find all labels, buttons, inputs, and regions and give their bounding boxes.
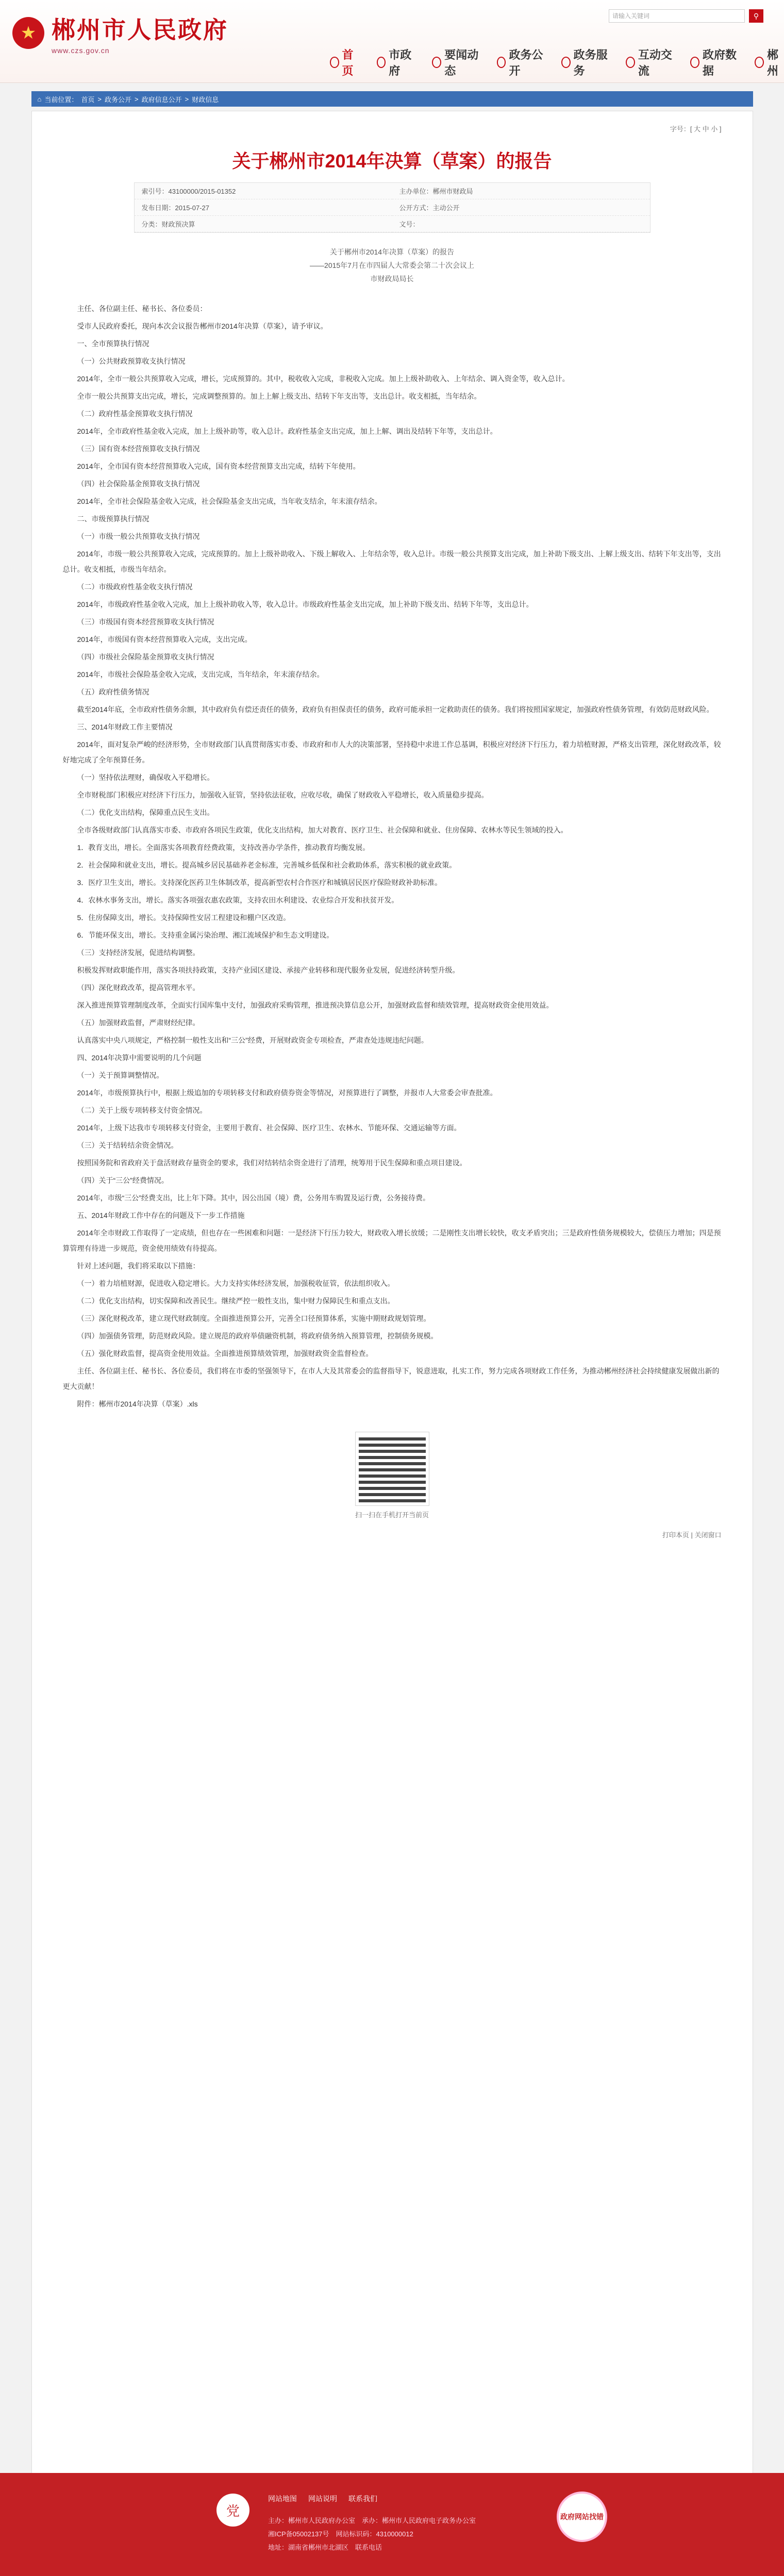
nav-label: 首页 — [342, 48, 354, 77]
article-paragraph: 一、全市预算执行情况 — [77, 340, 149, 348]
article-body — [63, 301, 722, 1412]
article-paragraph: 6．节能环保支出，增长。支持重金属污染治理、湘江流域保护和生态文明建设。 — [77, 931, 334, 939]
search-icon[interactable]: ⚲ — [749, 9, 763, 23]
article-paragraph: 主任、各位副主任、秘书长、各位委员，我们将在市委的坚强领导下，在市人大及其常委会的监督指导下，锐意进取，扎实工作，努力完成各项财政工作任务，为推动郴州经济社会持续健康发展做出新的更大贡献！ — [62, 1367, 720, 1391]
nav-item-government[interactable] — [377, 46, 415, 78]
article-paragraph: （一）公共财政预算收支执行情况 — [77, 357, 186, 365]
article-paragraph: （二）优化支出结构，切实保障和改善民生。继续严控一般性支出，集中财力保障民生和重点支出。 — [77, 1297, 395, 1305]
footer-links — [268, 2494, 377, 2504]
site-logo[interactable] — [12, 11, 228, 55]
main-nav — [330, 46, 784, 78]
article-meta — [134, 182, 650, 233]
article-paragraph: （二）关于上级专项转移支付资金情况。 — [77, 1106, 207, 1114]
article-paragraph: 4．农林水事务支出，增长。落实各项强农惠农政策，支持农田水利建设、农业综合开发和扶贫开发。 — [77, 896, 399, 904]
article-paragraph: （四）社会保险基金预算收支执行情况 — [77, 480, 200, 488]
nav-label: 互动交流 — [638, 48, 672, 77]
nav-dot-icon — [626, 57, 635, 68]
article-paragraph: 受市人民政府委托，现向本次会议报告郴州市2014年决算（草案），请予审议。 — [77, 322, 328, 330]
article-paragraph: 2014年，市级一般公共预算收入完成，完成预算的。加上上级补助收入、下级上解收入、上年结余等，收入总计。市级一般公共预算支出完成，加上补助下级支出、上解上级支出、结转下年支出等，支出总计。收支相抵，市级当年结余。 — [62, 550, 721, 573]
article-paragraph: （四）深化财政改革，提高管理水平。 — [77, 984, 200, 992]
article-paragraph: （五）强化财政监督，提高资金使用效益。全面推进预算绩效管理，加强财政资金监督检查。 — [77, 1349, 373, 1358]
nav-dot-icon — [497, 57, 506, 68]
meta-item: 发布日期：2015-07-27 — [135, 199, 392, 216]
nav-label: 市政府 — [389, 48, 412, 77]
article-paragraph: 认真落实中央八项规定，严格控制一般性支出和“三公”经费，开展财政资金专项检查，严肃查处违规违纪问题。 — [77, 1036, 428, 1044]
breadcrumb-sep: > — [97, 95, 102, 103]
footer-link[interactable]: 联系我们 — [348, 2495, 377, 2503]
article-paragraph: 积极发挥财政职能作用，落实各项扶持政策，支持产业园区建设、承接产业转移和现代服务业发展，促进经济转型升级。 — [77, 966, 460, 974]
article-paragraph: 2014年，全市一般公共预算收入完成，增长，完成预算的。其中，税收收入完成，非税收入完成。加上上级补助收入、上年结余、调入资金等，收入总计。 — [77, 375, 570, 383]
article-paragraph: 全市财税部门积极应对经济下行压力，加强收入征管，坚持依法征收，应收尽收，确保了财政收入平稳增长，收入质量稳步提高。 — [77, 791, 489, 799]
nav-label: 政府数据 — [703, 48, 737, 77]
article-paragraph: 2014年，市级社会保险基金收入完成，支出完成，当年结余，年末滚存结余。 — [77, 670, 324, 679]
search-bar — [609, 9, 763, 23]
meta-item: 文号： — [392, 216, 650, 232]
footer-link[interactable]: 网站地图 — [268, 2495, 297, 2503]
nav-dot-icon — [432, 57, 441, 68]
article-paragraph: 2014年全市财政工作取得了一定成绩，但也存在一些困难和问题：一是经济下行压力较大，财政收入增长放缓；二是刚性支出增长较快，收支矛盾突出；三是政府性债务规模较大，偿债压力增加；四是预算管理有待进一步规范，资金使用绩效有待提高。 — [62, 1229, 721, 1252]
article-paragraph: 二、市级预算执行情况 — [77, 515, 149, 523]
party-badge-icon[interactable]: 党 — [216, 2494, 249, 2527]
article-paragraph: 2．社会保障和就业支出，增长。提高城乡居民基础养老金标准，完善城乡低保和社会救助体系，落实积极的就业政策。 — [77, 861, 457, 869]
article-paragraph: 2014年，市级国有资本经营预算收入完成，支出完成。 — [77, 635, 252, 643]
site-footer — [0, 2473, 784, 2576]
home-icon: ⌂ — [37, 95, 42, 103]
article-title: 关于郴州市2014年决算（草案）的报告 — [232, 150, 552, 172]
site-name: 郴州市人民政府 — [52, 16, 228, 43]
article-paragraph: （一）市级一般公共预算收支执行情况 — [77, 532, 200, 540]
site-header — [0, 0, 784, 83]
article-paragraph: 2014年，全市社会保险基金收入完成，社会保险基金支出完成，当年收支结余，年末滚存结余。 — [77, 497, 382, 505]
article-paragraph: 2014年，市级“三公”经费支出，比上年下降。其中，因公出国（境）费，公务用车购置及运行费，公务接待费。 — [77, 1194, 430, 1202]
article-paragraph: 三、2014年财政工作主要情况 — [77, 723, 173, 731]
article-paragraph: 四、2014年决算中需要说明的几个问题 — [77, 1054, 202, 1062]
footer-line: 湘ICP备05002137号 网站标识码：4310000012 — [268, 2530, 413, 2538]
article-paragraph: 2014年，面对复杂严峻的经济形势，全市财政部门认真贯彻落实市委、市政府和市人大的决策部署，坚持稳中求进工作总基调，积极应对经济下行压力，着力培植财源，严格支出管理，深化财政改革，较好地完成了全年预算任务。 — [62, 740, 721, 764]
article-paragraph: （二）优化支出结构，保障重点民生支出。 — [77, 808, 214, 817]
article-paragraph: （一）坚持依法理财，确保收入平稳增长。 — [77, 773, 214, 782]
article-paragraph: （四）市级社会保险基金预算收支执行情况 — [77, 653, 214, 661]
nav-label: 郴州 — [766, 48, 778, 77]
footer-line: 地址：湖南省郴州市北湖区 联系电话 — [268, 2544, 382, 2551]
nav-dot-icon — [690, 57, 699, 68]
meta-item: 主办单位：郴州市财政局 — [392, 183, 650, 199]
article-paragraph: 2014年，全市政府性基金收入完成，加上上级补助等，收入总计。政府性基金支出完成，加上上解、调出及结转下年等，支出总计。 — [77, 427, 497, 435]
meta-item: 公开方式：主动公开 — [392, 199, 650, 216]
article-paragraph: （四）关于“三公”经费情况。 — [77, 1176, 169, 1184]
breadcrumb-link[interactable]: 政务公开 — [104, 95, 131, 104]
article-paragraph: （三）关于结转结余资金情况。 — [77, 1141, 178, 1149]
nav-item-home[interactable] — [330, 46, 359, 78]
article-paragraph: （一）关于预算调整情况。 — [77, 1071, 164, 1079]
breadcrumb-prefix: 当前位置： — [44, 95, 78, 104]
meta-item: 分类：财政预决算 — [135, 216, 392, 232]
nav-dot-icon — [377, 57, 386, 68]
nav-dot-icon — [561, 57, 571, 68]
article-paragraph: （五）政府性债务情况 — [77, 688, 149, 696]
footer-line: 主办：郴州市人民政府办公室 承办：郴州市人民政府电子政务办公室 — [268, 2517, 476, 2524]
article-paragraph: 五、2014年财政工作中存在的问题及下一步工作措施 — [77, 1211, 245, 1219]
article-paragraph: 3．医疗卫生支出，增长。支持深化医药卫生体制改革，提高新型农村合作医疗和城镇居民医疗保险财政补助标准。 — [77, 878, 442, 887]
article-paragraph: 深入推进预算管理制度改革，全面实行国库集中支付，加强政府采购管理，推进预决算信息公开，加强财政监督和绩效管理，提高财政资金使用效益。 — [77, 1001, 554, 1009]
meta-item: 索引号：43100000/2015-01352 — [135, 183, 392, 199]
article-paragraph: （一）着力培植财源，促进收入稳定增长。大力支持实体经济发展，加强税收征管，依法组织收入。 — [77, 1279, 395, 1287]
article-paragraph: 按照国务院和省政府关于盘活财政存量资金的要求，我们对结转结余资金进行了清理，统筹用于民生保障和重点项目建设。 — [77, 1159, 467, 1167]
nav-dot-icon — [755, 57, 764, 68]
qr-code — [356, 1432, 429, 1505]
breadcrumb-link[interactable]: 财政信息 — [192, 95, 219, 104]
site-url: www.czs.gov.cn — [52, 46, 110, 55]
nav-item-city[interactable] — [755, 46, 784, 78]
article-paragraph: （二）政府性基金预算收支执行情况 — [77, 410, 193, 418]
article-paragraph: （三）国有资本经营预算收支执行情况 — [77, 445, 200, 453]
article-intro — [63, 245, 722, 285]
article-paragraph: 全市各级财政部门认真落实市委、市政府各项民生政策，优化支出结构，加大对教育、医疗卫生、社会保障和就业、住房保障、农林水等民生领域的投入。 — [77, 826, 568, 834]
font-size-tools[interactable]: 字号：[ 大 中 小 ] — [670, 125, 722, 133]
article-paragraph: （三）市级国有资本经营预算收支执行情况 — [77, 618, 214, 626]
error-report-badge-icon[interactable]: 政府网站找错 — [557, 2492, 607, 2542]
article-paragraph: 5．住房保障支出，增长。支持保障性安居工程建设和棚户区改造。 — [77, 913, 291, 922]
nav-item-data[interactable] — [690, 46, 737, 78]
nav-item-open-government[interactable] — [497, 46, 544, 78]
article-container — [31, 111, 753, 2576]
breadcrumb-link[interactable]: 政府信息公开 — [141, 95, 182, 104]
article-paragraph: 主任、各位副主任、秘书长、各位委员： — [77, 304, 207, 313]
intro-line: 关于郴州市2014年决算（草案）的报告 — [329, 248, 455, 256]
article-paragraph: （四）加强债务管理，防范财政风险。建立规范的政府举债融资机制，将政府债务纳入预算管理，控制债务规模。 — [77, 1332, 438, 1340]
article-paragraph: 附件：郴州市2014年决算（草案）.xls — [77, 1400, 198, 1408]
breadcrumb-sep: > — [185, 95, 189, 103]
article-paragraph: 2014年，全市国有资本经营预算收入完成，国有资本经营预算支出完成，结转下年使用。 — [77, 462, 360, 470]
nav-item-interaction[interactable] — [626, 46, 673, 78]
nav-dot-icon — [330, 57, 339, 68]
article-paragraph: 针对上述问题，我们将采取以下措施： — [77, 1262, 200, 1270]
search-input[interactable]: 请输入关键词 — [609, 9, 745, 23]
article-paragraph: 2014年，市级政府性基金收入完成，加上上级补助收入等，收入总计。市级政府性基金支出完成，加上补助下级支出、结转下年等，支出总计。 — [77, 600, 533, 608]
nav-item-services[interactable] — [561, 46, 608, 78]
qr-caption: 扫一扫在手机打开当前页 — [355, 1511, 429, 1519]
article-paragraph: （二）市级政府性基金收支执行情况 — [77, 583, 193, 591]
article-paragraph: 2014年，上级下达我市专项转移支付资金，主要用于教育、社会保障、医疗卫生、农林水、节能环保、交通运输等方面。 — [77, 1124, 461, 1132]
nav-label: 政务服务 — [573, 48, 608, 77]
intro-line: ——2015年7月在市四届人大常委会第二十次会议上 — [310, 261, 474, 269]
breadcrumb-sep: > — [135, 95, 139, 103]
print-close-tools[interactable]: 打印本页 | 关闭窗口 — [662, 1531, 722, 1539]
breadcrumb — [31, 91, 753, 107]
article-paragraph: （五）加强财政监督，严肃财经纪律。 — [77, 1019, 200, 1027]
nav-label: 政务公开 — [509, 48, 543, 77]
national-emblem-icon: ★ — [12, 17, 44, 49]
nav-item-news[interactable] — [432, 46, 479, 78]
breadcrumb-link[interactable]: 首页 — [81, 95, 95, 104]
footer-link[interactable]: 网站说明 — [308, 2495, 337, 2503]
nav-label: 要闻动态 — [444, 48, 479, 77]
article-paragraph: 全市一般公共预算支出完成，增长，完成调整预算的。加上上解上级支出、结转下年支出等，支出总计。收支相抵，当年结余。 — [77, 392, 481, 400]
article-paragraph: 2014年，市级预算执行中，根据上级追加的专项转移支付和政府债券资金等情况，对预算进行了调整，并报市人大常委会审查批准。 — [77, 1089, 497, 1097]
footer-info — [268, 2514, 476, 2554]
article-paragraph: 截至2014年底，全市政府性债务余额，其中政府负有偿还责任的债务，政府负有担保责任的债务，政府可能承担一定救助责任的债务。我们将按照国家规定，加强政府性债务管理，有效防范财政风险。 — [77, 705, 714, 714]
intro-line: 市财政局局长 — [370, 275, 414, 283]
article-paragraph: 1．教育支出，增长。全面落实各项教育经费政策，支持改善办学条件，推动教育均衡发展。 — [77, 843, 370, 852]
article-paragraph: （三）深化财税改革，建立现代财政制度。全面推进预算公开，完善全口径预算体系，实施中期财政规划管理。 — [77, 1314, 431, 1323]
article-paragraph: （三）支持经济发展，促进结构调整。 — [77, 948, 200, 957]
